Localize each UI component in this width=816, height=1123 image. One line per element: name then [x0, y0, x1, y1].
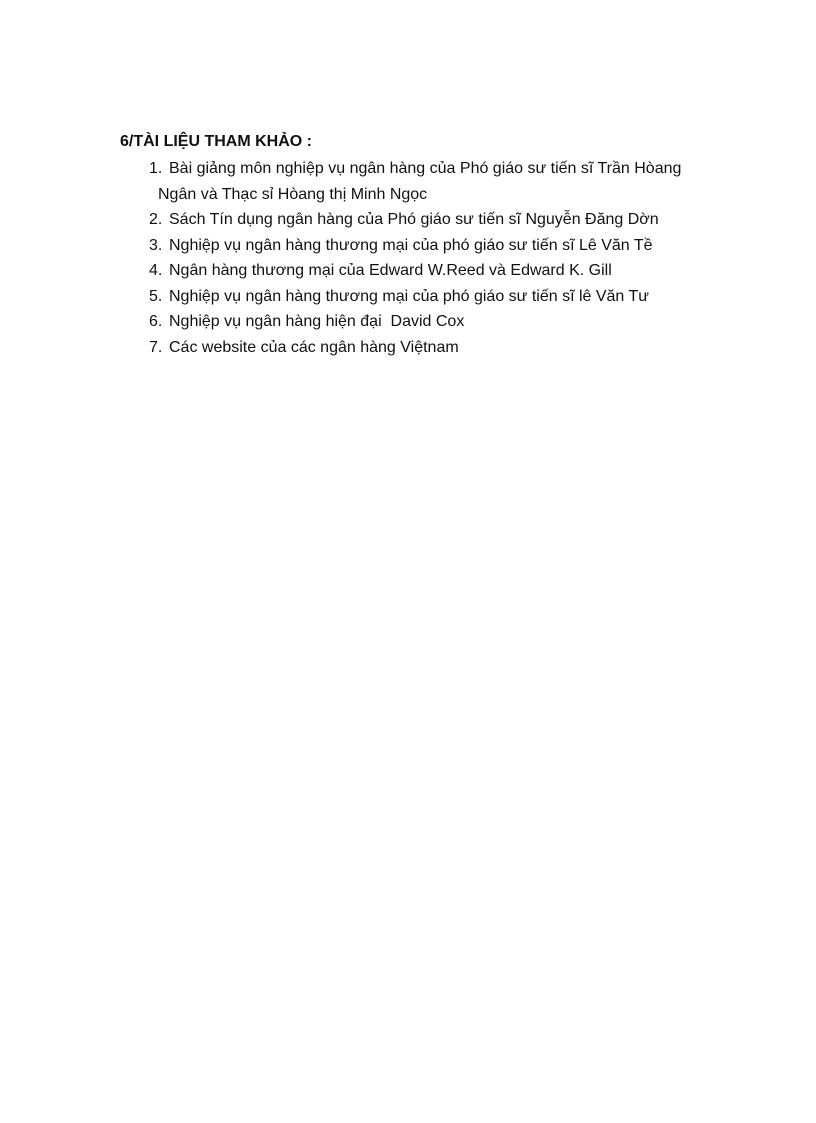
reference-item-2 — [149, 207, 740, 233]
reference-text: Sách Tín dụng ngân hàng của Phó giáo sư tiến sĩ Nguyễn Đăng Dờn — [169, 211, 659, 228]
reference-item-4 — [149, 258, 740, 284]
references-section — [120, 130, 740, 360]
reference-number: 1. — [149, 160, 163, 177]
reference-text-line: Bài giảng môn nghiệp vụ ngân hàng của Phó giáo sư tiến sĩ Trần Hòang — [169, 160, 682, 177]
reference-text — [158, 156, 740, 207]
reference-number: 4. — [149, 262, 163, 279]
reference-text: Nghiệp vụ ngân hàng thương mại của phó giáo sư tiến sĩ Lê Văn Tề — [169, 236, 653, 254]
reference-number: 6. — [149, 313, 163, 330]
reference-item-3 — [149, 233, 740, 259]
reference-text: Nghiệp vụ ngân hàng thương mại của phó giáo sư tiến sĩ lê Văn Tư — [169, 287, 649, 305]
reference-number: 5. — [149, 287, 163, 305]
reference-text: Ngân hàng thương mại của Edward W.Reed và Edward K. Gill — [169, 262, 612, 279]
reference-item-1 — [149, 156, 740, 207]
reference-list — [120, 156, 740, 360]
reference-text: Các website của các ngân hàng Việtnam — [169, 338, 459, 356]
reference-number: 2. — [149, 211, 163, 228]
reference-text: Nghiệp vụ ngân hàng hiện đại David Cox — [169, 313, 465, 330]
reference-item-7 — [149, 335, 740, 361]
section-heading: 6/TÀI LIỆU THAM KHẢO : — [120, 133, 312, 150]
reference-text-line: Ngân và Thạc sỉ Hòang thị Minh Ngọc — [158, 185, 428, 203]
reference-number: 7. — [149, 338, 163, 356]
reference-number: 3. — [149, 236, 163, 254]
reference-item-6 — [149, 309, 740, 335]
reference-item-5 — [149, 284, 740, 310]
